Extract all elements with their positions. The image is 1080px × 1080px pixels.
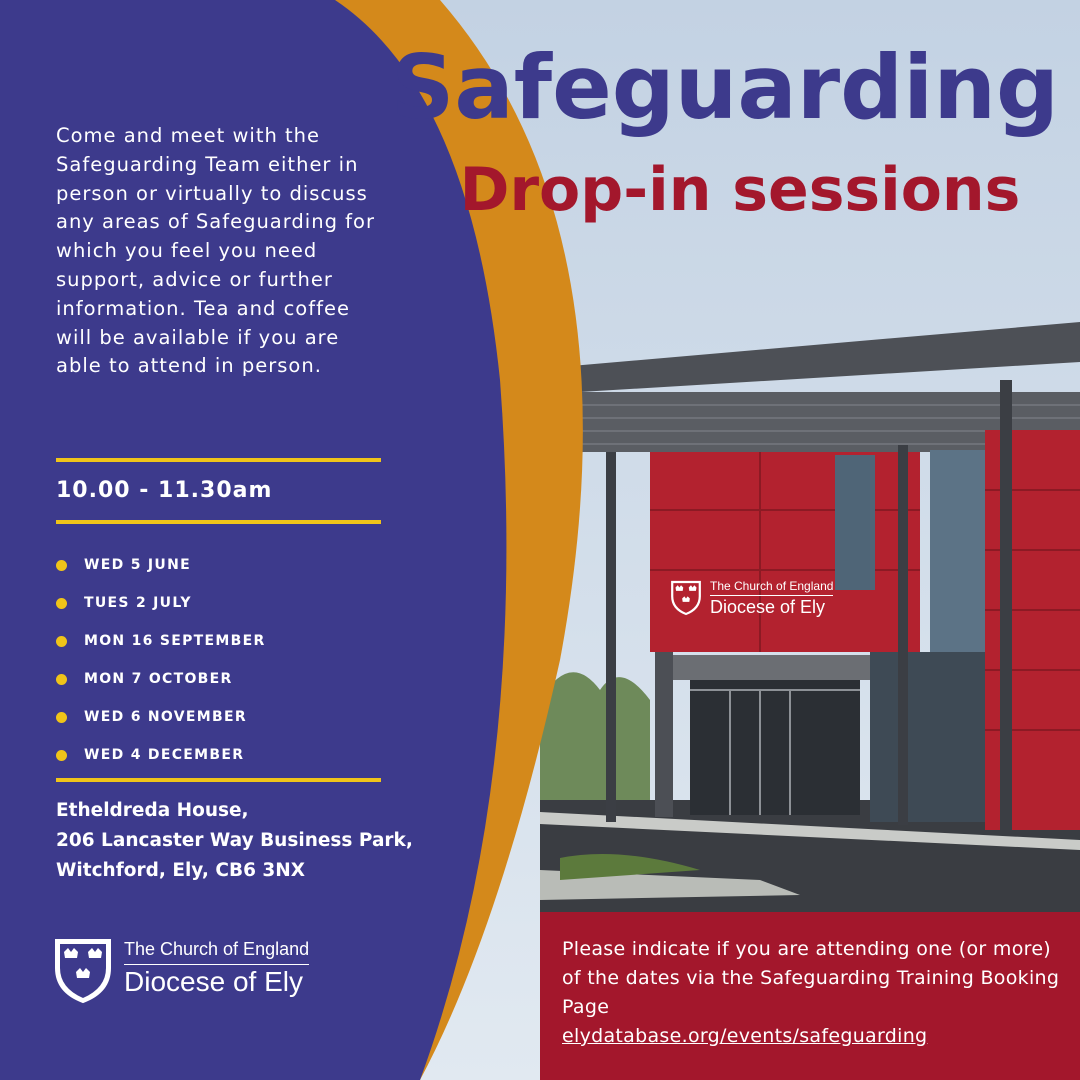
list-item [56, 546, 376, 584]
address-line: Etheldreda House, [56, 800, 249, 821]
list-item [56, 698, 376, 736]
bullet-dot-icon [56, 598, 67, 609]
bullet-dot-icon [56, 712, 67, 723]
date-label: WED 5 JUNE [84, 557, 191, 573]
logo-church-name: The Church of England [124, 938, 309, 965]
intro-text: Come and meet with the Safeguarding Team either in person or virtually to discuss any areas of Safeguarding for which you feel you need support, advice or further information. Tea and coffee will be available if you are able to attend in person. [56, 124, 375, 378]
date-list [56, 546, 376, 774]
shield-icon [670, 578, 702, 618]
list-item [56, 584, 376, 622]
booking-link[interactable]: elydatabase.org/events/safeguarding [562, 1025, 928, 1047]
session-time: 10.00 - 11.30am [56, 478, 273, 503]
date-label: MON 7 OCTOBER [84, 671, 233, 687]
page-title: Safeguarding [391, 36, 1059, 139]
address-line: 206 Lancaster Way Business Park, [56, 830, 413, 851]
bullet-dot-icon [56, 750, 67, 761]
divider-top [56, 458, 381, 462]
diocese-logo [54, 938, 309, 1004]
bullet-dot-icon [56, 674, 67, 685]
logo-diocese-name: Diocese of Ely [124, 966, 303, 997]
date-label: WED 4 DECEMBER [84, 747, 245, 763]
page-subtitle: Drop-in sessions [459, 155, 1021, 225]
sign-diocese-name: Diocese of Ely [710, 596, 826, 617]
booking-instructions: Please indicate if you are attending one (or more) of the dates via the Safeguarding Training Booking Page [562, 938, 1060, 1018]
address-line: Witchford, Ely, CB6 3NX [56, 860, 306, 881]
list-item [56, 736, 376, 774]
venue-address [56, 796, 476, 886]
bullet-dot-icon [56, 636, 67, 647]
bullet-dot-icon [56, 560, 67, 571]
shield-icon [54, 938, 112, 1004]
building-sign [670, 578, 833, 618]
divider-bottom [56, 778, 381, 782]
date-label: TUES 2 JULY [84, 595, 192, 611]
list-item [56, 622, 376, 660]
date-label: WED 6 NOVEMBER [84, 709, 247, 725]
sign-church-name: The Church of England [710, 579, 833, 596]
divider-middle [56, 520, 381, 524]
list-item [56, 660, 376, 698]
date-label: MON 16 SEPTEMBER [84, 633, 266, 649]
